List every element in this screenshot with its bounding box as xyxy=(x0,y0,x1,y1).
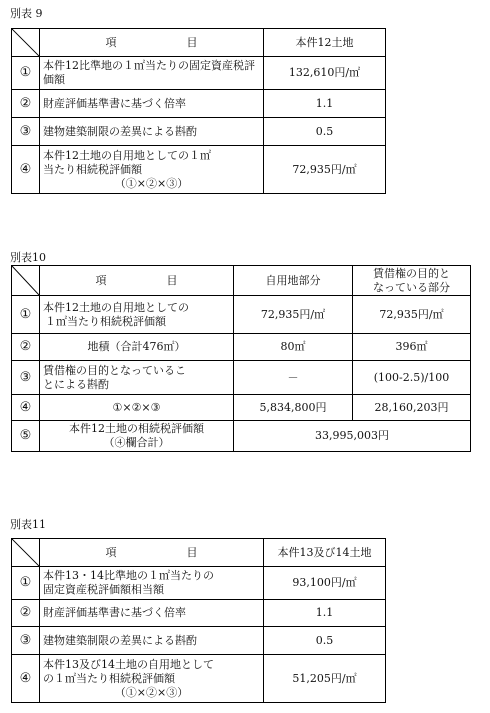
row-item: 地積（合計476㎡） xyxy=(40,334,234,361)
table11-caption: 別表11 xyxy=(10,518,46,531)
row-item-formula: （①×②×③） xyxy=(114,176,189,190)
row-value-lease: (100-2.5)/100 xyxy=(353,361,471,395)
table10-col2-header: 賃借権の目的と なっている部分 xyxy=(353,266,471,296)
table10-corner-cell xyxy=(12,266,40,296)
table-row xyxy=(12,600,386,627)
table9-header-row xyxy=(12,29,386,57)
row-item: 本件12土地の相続税評価額 （④欄合計） xyxy=(40,421,234,452)
table-row xyxy=(12,90,386,118)
row-item: 本件13及び14土地の自用地として の１㎡当たり相続税評価額 （①×②×③） xyxy=(40,655,264,703)
row-number: ④ xyxy=(12,146,40,194)
table11-col1-header: 本件13及び14土地 xyxy=(264,539,386,567)
table10-col1-header: 自用地部分 xyxy=(234,266,353,296)
table-row xyxy=(12,421,471,452)
row-number: ① xyxy=(12,567,40,600)
row-number: ① xyxy=(12,57,40,90)
table9-item-header: 項 目 xyxy=(40,29,264,57)
row-number: ③ xyxy=(12,118,40,146)
table-row xyxy=(12,361,471,395)
row-number: ② xyxy=(12,600,40,627)
row-number: ② xyxy=(12,334,40,361)
row-item: 本件12土地の自用地としての １㎡当たり相続税評価額 xyxy=(40,296,234,334)
row-value-own-use: － xyxy=(234,361,353,395)
row-item-line: 当たり相続税評価額 xyxy=(43,162,142,176)
table9-corner-cell xyxy=(12,29,40,57)
table10-caption: 別表10 xyxy=(10,251,46,264)
row-item xyxy=(40,146,264,194)
table11-item-header: 項 目 xyxy=(40,539,264,567)
row-number: ② xyxy=(12,90,40,118)
row-item: 本件12比準地の１㎡当たりの固定資産税評価額 xyxy=(40,57,264,90)
table9 xyxy=(11,28,386,194)
row-value: 1.1 xyxy=(264,600,386,627)
row-value: 1.1 xyxy=(264,90,386,118)
table-row xyxy=(12,334,471,361)
table9-caption: 別表 9 xyxy=(10,7,43,20)
table9-col1-header: 本件12土地 xyxy=(264,29,386,57)
row-item-line: 本件12土地の自用地としての１㎡ xyxy=(43,148,211,162)
row-number: ③ xyxy=(12,627,40,655)
row-item: 本件13・14比準地の１㎡当たりの 固定資産税評価額相当額 xyxy=(40,567,264,600)
row-item: 建物建築制限の差異による斟酌 xyxy=(40,118,264,146)
table-row xyxy=(12,57,386,90)
table-row xyxy=(12,296,471,334)
row-number: ① xyxy=(12,296,40,334)
row-value: 0.5 xyxy=(264,118,386,146)
row-value: 93,100円/㎡ xyxy=(264,567,386,600)
row-number: ④ xyxy=(12,655,40,703)
table-row xyxy=(12,627,386,655)
row-item: 賃借権の目的となっているこ とによる斟酌 xyxy=(40,361,234,395)
row-value-own-use: 80㎡ xyxy=(234,334,353,361)
table-row xyxy=(12,118,386,146)
table-row xyxy=(12,395,471,421)
table10 xyxy=(11,265,471,452)
row-item: 建物建築制限の差異による斟酌 xyxy=(40,627,264,655)
row-item-formula: （①×②×③） xyxy=(114,685,189,699)
row-value-lease: 28,160,203円 xyxy=(353,395,471,421)
row-value-own-use: 72,935円/㎡ xyxy=(234,296,353,334)
row-value: 0.5 xyxy=(264,627,386,655)
table11 xyxy=(11,538,386,703)
row-number: ④ xyxy=(12,395,40,421)
row-item: 財産評価基準書に基づく倍率 xyxy=(40,90,264,118)
row-value: 72,935円/㎡ xyxy=(264,146,386,194)
row-value-own-use: 5,834,800円 xyxy=(234,395,353,421)
table-row xyxy=(12,655,386,703)
row-value-total: 33,995,003円 xyxy=(234,421,471,452)
row-value: 132,610円/㎡ xyxy=(264,57,386,90)
row-item: ①×②×③ xyxy=(40,395,234,421)
row-item: 財産評価基準書に基づく倍率 xyxy=(40,600,264,627)
row-number: ③ xyxy=(12,361,40,395)
table-row xyxy=(12,146,386,194)
row-value: 51,205円/㎡ xyxy=(264,655,386,703)
row-number: ⑤ xyxy=(12,421,40,452)
table11-header-row xyxy=(12,539,386,567)
table10-item-header: 項 目 xyxy=(40,266,234,296)
row-value-lease: 72,935円/㎡ xyxy=(353,296,471,334)
row-value-lease: 396㎡ xyxy=(353,334,471,361)
table11-corner-cell xyxy=(12,539,40,567)
table10-header-row xyxy=(12,266,471,296)
table-row xyxy=(12,567,386,600)
